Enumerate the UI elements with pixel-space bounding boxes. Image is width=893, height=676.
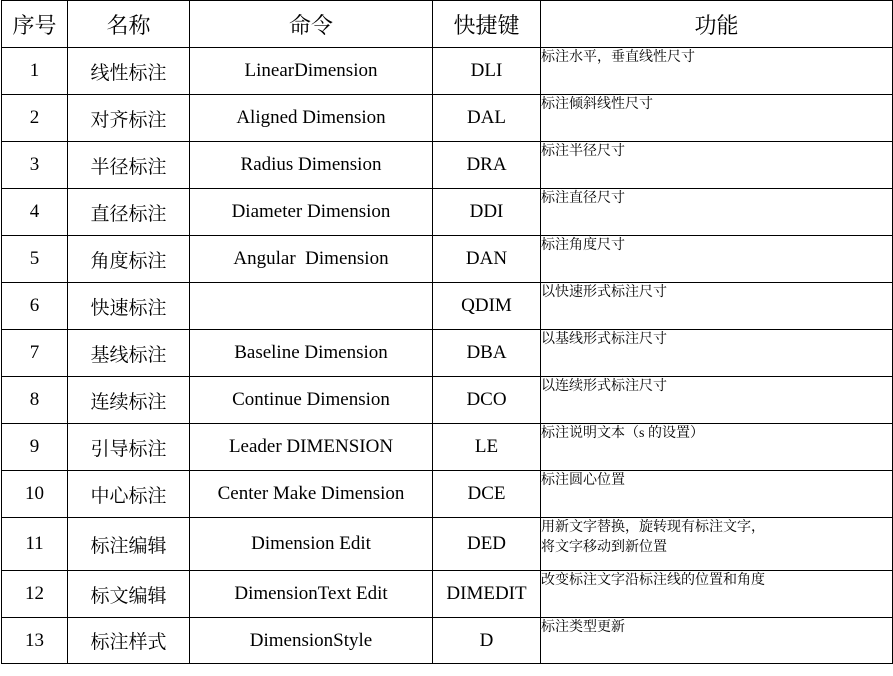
row-shortcut: DBA	[433, 330, 541, 377]
row-name: 标文编辑	[68, 571, 190, 618]
table-row	[2, 236, 893, 283]
row-function: 标注类型更新	[541, 618, 893, 664]
table-row	[2, 471, 893, 518]
table-row	[2, 618, 893, 664]
row-name: 连续标注	[68, 377, 190, 424]
row-shortcut: DIMEDIT	[433, 571, 541, 618]
table-row	[2, 571, 893, 618]
row-command: Radius Dimension	[190, 142, 433, 189]
table-row	[2, 95, 893, 142]
row-num: 1	[2, 48, 68, 95]
row-command	[190, 283, 433, 330]
row-name: 角度标注	[68, 236, 190, 283]
row-shortcut: LE	[433, 424, 541, 471]
row-shortcut: D	[433, 618, 541, 664]
row-name: 直径标注	[68, 189, 190, 236]
row-command: Leader DIMENSION	[190, 424, 433, 471]
row-shortcut: DDI	[433, 189, 541, 236]
row-function: 标注半径尺寸	[541, 142, 893, 189]
row-num: 9	[2, 424, 68, 471]
row-name: 快速标注	[68, 283, 190, 330]
row-command: Center Make Dimension	[190, 471, 433, 518]
dimension-commands-table	[1, 0, 893, 664]
row-shortcut: DAL	[433, 95, 541, 142]
row-command: Dimension Edit	[190, 518, 433, 571]
row-function: 以快速形式标注尺寸	[541, 283, 893, 330]
header-name: 名称	[68, 1, 190, 48]
row-command: LinearDimension	[190, 48, 433, 95]
row-command: DimensionStyle	[190, 618, 433, 664]
row-shortcut: DAN	[433, 236, 541, 283]
row-name: 半径标注	[68, 142, 190, 189]
row-num: 3	[2, 142, 68, 189]
row-num: 6	[2, 283, 68, 330]
row-command: Aligned Dimension	[190, 95, 433, 142]
table-row	[2, 189, 893, 236]
row-num: 13	[2, 618, 68, 664]
row-command: DimensionText Edit	[190, 571, 433, 618]
row-shortcut: DRA	[433, 142, 541, 189]
table-row	[2, 142, 893, 189]
row-function: 标注角度尺寸	[541, 236, 893, 283]
table-row	[2, 424, 893, 471]
row-shortcut: DLI	[433, 48, 541, 95]
table-row	[2, 283, 893, 330]
header-command: 命令	[190, 1, 433, 48]
row-name: 线性标注	[68, 48, 190, 95]
row-command: Angular Dimension	[190, 236, 433, 283]
row-num: 4	[2, 189, 68, 236]
row-function: 标注圆心位置	[541, 471, 893, 518]
row-num: 8	[2, 377, 68, 424]
row-function: 以基线形式标注尺寸	[541, 330, 893, 377]
row-name: 引导标注	[68, 424, 190, 471]
row-function: 标注倾斜线性尺寸	[541, 95, 893, 142]
row-num: 12	[2, 571, 68, 618]
row-shortcut: DED	[433, 518, 541, 571]
row-function: 以连续形式标注尺寸	[541, 377, 893, 424]
row-name: 对齐标注	[68, 95, 190, 142]
row-shortcut: DCE	[433, 471, 541, 518]
table-row	[2, 330, 893, 377]
row-command: Baseline Dimension	[190, 330, 433, 377]
row-command: Continue Dimension	[190, 377, 433, 424]
row-num: 5	[2, 236, 68, 283]
table-row	[2, 48, 893, 95]
row-function: 标注说明文本（s 的设置）	[541, 424, 893, 471]
header-row	[2, 1, 893, 48]
row-name: 基线标注	[68, 330, 190, 377]
row-function: 用新文字替换，旋转现有标注文字， 将文字移动到新位置	[541, 518, 893, 571]
header-num: 序号	[2, 1, 68, 48]
table-row	[2, 518, 893, 571]
row-name: 标注编辑	[68, 518, 190, 571]
row-num: 10	[2, 471, 68, 518]
row-shortcut: QDIM	[433, 283, 541, 330]
row-name: 中心标注	[68, 471, 190, 518]
row-shortcut: DCO	[433, 377, 541, 424]
table-row	[2, 377, 893, 424]
row-num: 2	[2, 95, 68, 142]
row-command: Diameter Dimension	[190, 189, 433, 236]
row-num: 11	[2, 518, 68, 571]
row-function: 标注直径尺寸	[541, 189, 893, 236]
header-function: 功能	[541, 1, 893, 48]
row-name: 标注样式	[68, 618, 190, 664]
row-function: 改变标注文字沿标注线的位置和角度	[541, 571, 893, 618]
header-shortcut: 快捷键	[433, 1, 541, 48]
row-num: 7	[2, 330, 68, 377]
row-function: 标注水平，垂直线性尺寸	[541, 48, 893, 95]
